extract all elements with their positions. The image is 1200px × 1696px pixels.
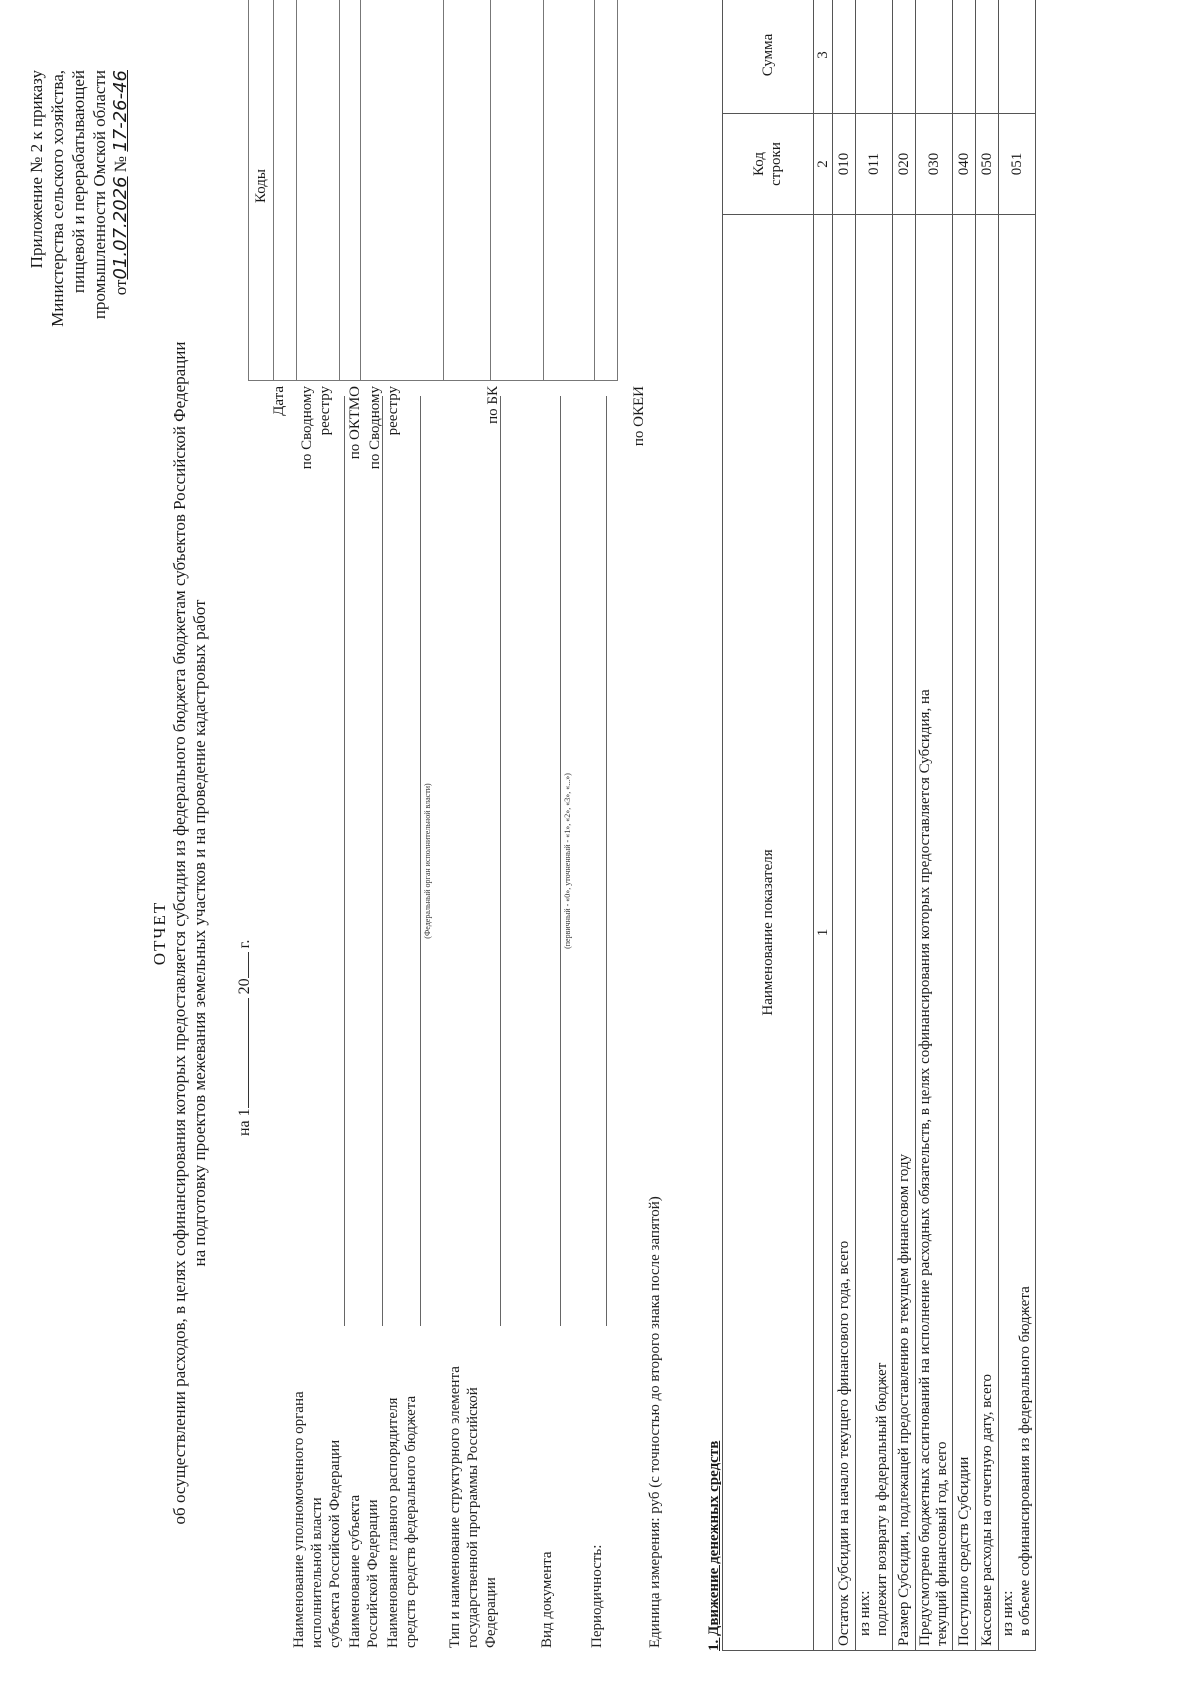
row-code: 011: [856, 114, 893, 215]
row-name: Кассовые расходы на отчетную дату, всего: [976, 215, 999, 1651]
document-type-hint: (первичный - «0», уточненный - «1», «2», «3», «...»): [563, 773, 572, 949]
code-cell-blank[interactable]: [491, 0, 544, 381]
table-header-row: [723, 0, 814, 1651]
order-date: 01.07.2026: [110, 176, 131, 280]
row-code: 040: [953, 114, 976, 215]
subject-input-line[interactable]: [382, 396, 383, 1326]
appendix-line-2: Министерства сельского хозяйства,: [48, 70, 67, 327]
row-code: 051: [999, 114, 1036, 215]
title-line-2: об осуществлении расходов, в целях софинансирования которых предоставляется субсидия из федерального бюджета бюджетам субъектов Российской Федерации: [170, 341, 189, 1525]
code-label-date: Дата: [271, 386, 287, 416]
appendix-note: [26, 70, 131, 327]
field-periodicity: Периодичность:: [589, 1544, 605, 1648]
row-code: 050: [976, 114, 999, 215]
col-number-1: 1: [814, 215, 833, 1651]
codes-table: [248, 0, 618, 381]
code-cell-oktmo[interactable]: [340, 0, 361, 381]
row-name: из них: в объеме софинансирования из федерального бюджета: [999, 215, 1036, 1651]
table-row: [916, 0, 953, 1651]
code-cell-date[interactable]: [274, 0, 297, 381]
cash-flow-table: [722, 0, 1036, 1651]
code-label-svod-1: по Сводному реестру: [299, 386, 333, 470]
field-document-type: Вид документа: [539, 1551, 555, 1648]
row-name: Поступило средств Субсидии: [953, 215, 976, 1651]
appendix-line-3: пищевой и перерабатывающей: [69, 70, 88, 294]
code-label-bk: по БК: [485, 386, 501, 424]
table-row: [953, 0, 976, 1651]
row-sum-cell[interactable]: [953, 0, 976, 114]
code-cell-periodicity[interactable]: [544, 0, 595, 381]
code-cell-okei[interactable]: [595, 0, 618, 381]
section-1-title: 1. Движение денежных средств: [706, 1440, 722, 1651]
from-prefix: от: [111, 279, 130, 296]
report-date-line: на 1 20 г.: [236, 939, 253, 1136]
appendix-line-4: промышленности Омской области: [90, 70, 109, 320]
header-line-code: Код строки: [723, 114, 814, 215]
periodicity-input-line[interactable]: [606, 396, 607, 1326]
title-main: ОТЧЕТ: [150, 900, 169, 966]
table-row: [856, 0, 893, 1651]
row-sum-cell[interactable]: [976, 0, 999, 114]
authority-input-line[interactable]: [344, 396, 345, 1326]
row-code: 030: [916, 114, 953, 215]
table-row: [999, 0, 1036, 1651]
row-sum-cell[interactable]: [916, 0, 953, 114]
field-main-manager: Наименование главного распорядителя средств средств федерального бюджета: [385, 1395, 419, 1648]
row-name: Предусмотрено бюджетных ассигнований на исполнение расходных обязательств, в целях софинансирования которых предоставляется Субсидия, на текущий финансовый год, всего: [916, 215, 953, 1651]
row-name: Размер Субсидии, подлежащей предоставлению в текущем финансовом году: [893, 215, 916, 1651]
table-row: [833, 0, 856, 1651]
order-number: 17-26-46: [110, 70, 131, 152]
code-label-svod-2: по Сводному реестру: [367, 386, 401, 470]
unit-of-measure: Единица измерения: руб (с точностью до второго знака после запятой): [647, 1196, 663, 1648]
appendix-line-1: Приложение № 2 к приказу: [27, 70, 46, 269]
code-cell-svod-1[interactable]: [297, 0, 340, 381]
main-manager-input-line[interactable]: [420, 396, 421, 1326]
row-code: 020: [893, 114, 916, 215]
table-row: [893, 0, 916, 1651]
row-name: Остаток Субсидии на начало текущего финансового года, всего: [833, 215, 856, 1651]
main-manager-hint: (Федеральный орган исполнительной власти): [423, 783, 432, 939]
row-code: 010: [833, 114, 856, 215]
col-number-2: 2: [814, 114, 833, 215]
code-cell-svod-2[interactable]: [361, 0, 444, 381]
header-indicator: Наименование показателя: [723, 215, 814, 1651]
column-number-row: [814, 0, 833, 1651]
field-subject: Наименование субъекта Российской Федерации: [347, 1494, 381, 1648]
title-line-3: на подготовку проектов межевания земельных участков и на проведение кадастровых работ: [190, 599, 209, 1267]
code-cell-bk[interactable]: [444, 0, 491, 381]
row-name: из них: подлежит возврату в федеральный бюджет: [856, 215, 893, 1651]
field-authority: Наименование уполномоченного органа исполнительной власти субъекта Российской Федерации: [291, 1391, 343, 1648]
row-sum-cell[interactable]: [893, 0, 916, 114]
program-element-input-line[interactable]: [500, 396, 501, 1326]
report-title: [150, 320, 210, 1546]
header-sum: Сумма: [723, 0, 814, 114]
code-label-okei: по ОКЕИ: [631, 386, 647, 447]
codes-header: Коды: [249, 0, 274, 381]
document-type-input-line[interactable]: [560, 396, 561, 1326]
table-row: [976, 0, 999, 1651]
col-number-3: 3: [814, 0, 833, 114]
number-prefix: №: [111, 155, 130, 173]
field-program-element: Тип и наименование структурного элемента государственной программы Российской Федерации: [447, 1366, 499, 1648]
row-sum-cell[interactable]: [999, 0, 1036, 114]
row-sum-cell[interactable]: [856, 0, 893, 114]
appendix-line-5: [110, 70, 131, 327]
code-label-oktmo: по ОКТМО: [347, 386, 363, 460]
row-sum-cell[interactable]: [833, 0, 856, 114]
